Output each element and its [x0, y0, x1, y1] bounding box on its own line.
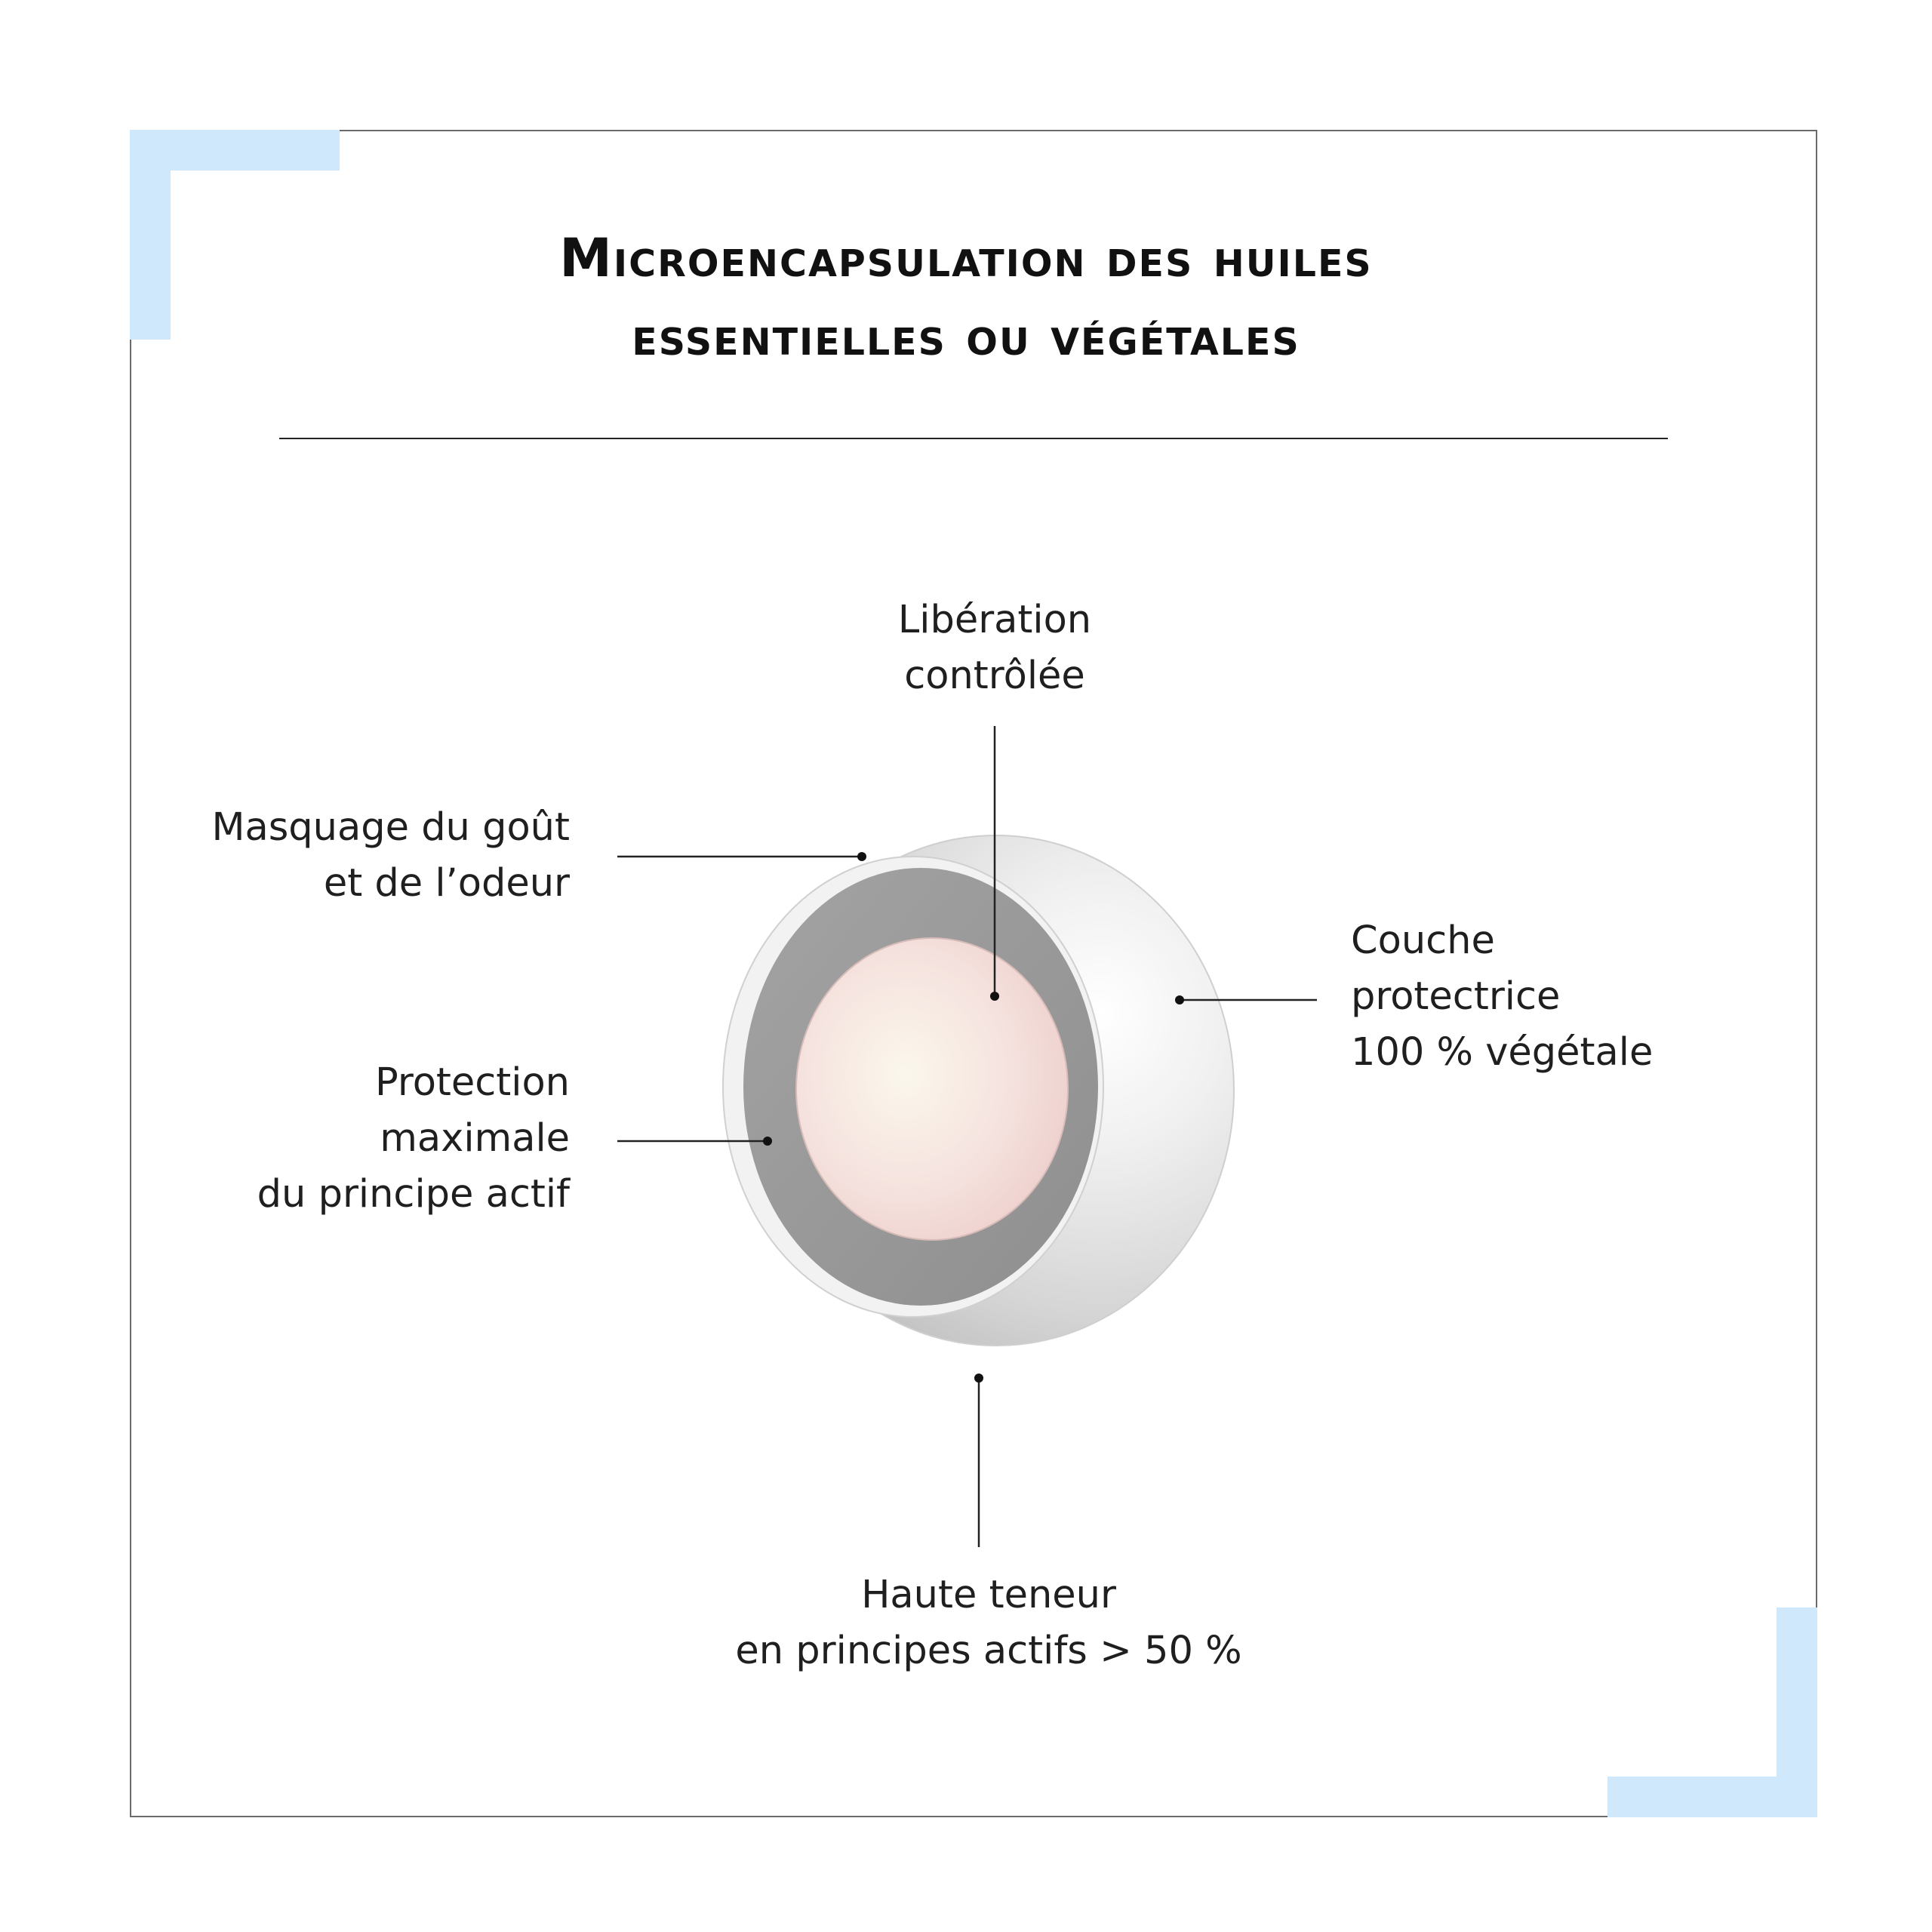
- title-line-1: Microencapsulation des huiles: [559, 227, 1373, 289]
- label-masquage: [151, 800, 570, 912]
- label-protection-line-3: du principe actif: [257, 1172, 570, 1217]
- label-teneur-line-2: en principes actifs > 50 %: [735, 1629, 1242, 1673]
- label-liberation-line-1: Libération: [897, 598, 1092, 642]
- label-masquage-line-2: et de l’odeur: [323, 861, 570, 906]
- label-liberation-line-2: contrôlée: [904, 654, 1085, 698]
- label-protection: [151, 1055, 570, 1223]
- label-teneur-line-1: Haute teneur: [861, 1573, 1116, 1617]
- title-line-2: essentielles ou végétales: [632, 306, 1300, 368]
- dot-teneur: [974, 1374, 983, 1383]
- label-masquage-line-1: Masquage du goût: [211, 805, 570, 850]
- label-couche-protectrice: [1351, 913, 1774, 1081]
- dot-liberation: [990, 992, 999, 1001]
- label-protection-line-1: Protection: [374, 1060, 570, 1105]
- dot-couche: [1175, 995, 1184, 1004]
- dot-protection: [763, 1137, 772, 1146]
- label-couche-line-1: Couche: [1351, 918, 1495, 963]
- label-couche-line-3: 100 % végétale: [1351, 1030, 1654, 1075]
- label-liberation-controlee: [806, 592, 1183, 704]
- label-couche-line-2: protectrice: [1351, 974, 1561, 1019]
- label-protection-line-2: maximale: [380, 1116, 570, 1161]
- dot-masquage: [857, 852, 866, 861]
- label-haute-teneur: [679, 1567, 1298, 1679]
- active-core: [796, 938, 1068, 1240]
